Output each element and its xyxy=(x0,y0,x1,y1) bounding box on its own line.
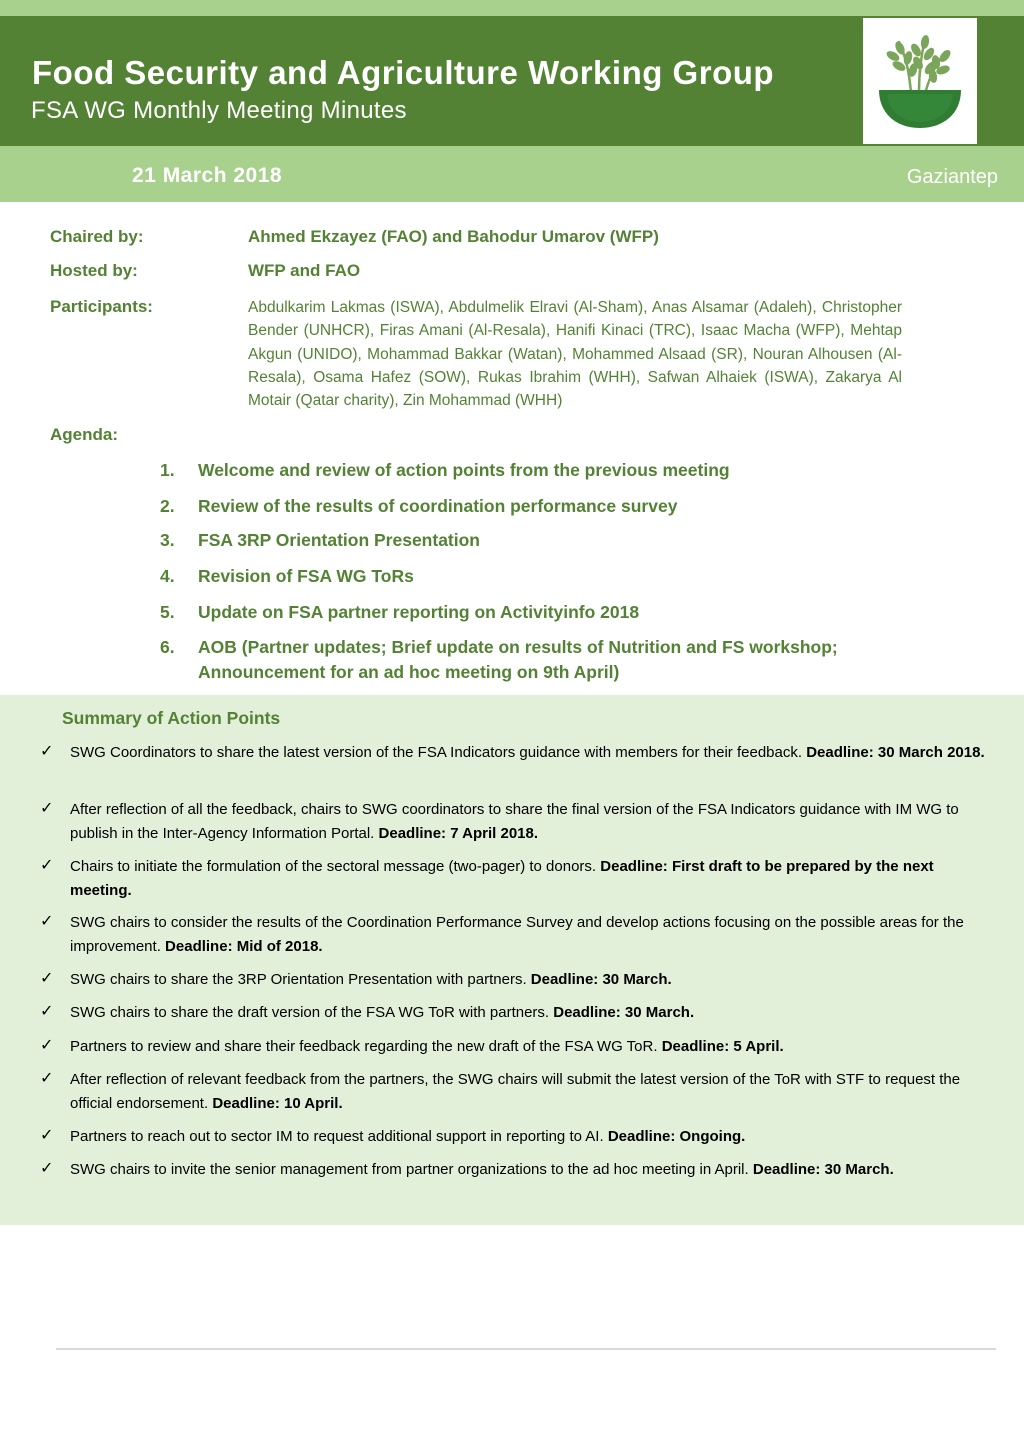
action-point-deadline: Deadline: Mid of 2018. xyxy=(165,937,323,955)
checkmark-icon: ✓ xyxy=(40,743,54,760)
meeting-date: 21 March 2018 xyxy=(132,164,283,187)
action-point-deadline: Deadline: 10 April. xyxy=(212,1094,343,1112)
action-point-body: SWG chairs to share the 3RP Orientation Presentation with partners. xyxy=(70,971,527,988)
action-point-deadline: Deadline: First draft to be prepared by the next meeting. xyxy=(70,858,934,899)
chaired-by-label: Chaired by: xyxy=(50,227,144,246)
agenda-item-text: Update on FSA partner reporting on Activityinfo 2018 xyxy=(198,602,640,622)
checkmark-icon: ✓ xyxy=(40,857,54,874)
agenda-item-text: AOB (Partner updates; Brief update on results of Nutrition and FS workshop; Announcement for an ad hoc meeting on 9th April) xyxy=(198,637,838,682)
action-point-body: SWG chairs to invite the senior management from partner organizations to the ad hoc meeting in April. xyxy=(70,1161,749,1178)
agenda-item-text: Review of the results of coordination performance survey xyxy=(198,496,678,516)
action-point-body: Chairs to initiate the formulation of the sectoral message (two-pager) to donors. xyxy=(70,858,597,875)
footer-divider xyxy=(56,1348,996,1350)
action-point-text xyxy=(70,1125,991,1149)
checkmark-icon: ✓ xyxy=(40,1127,54,1144)
action-point-body: After reflection of relevant feedback from the partners, the SWG chairs will submit the latest version of the ToR with STF to request the official endorsement. xyxy=(70,1071,961,1112)
action-point-text xyxy=(70,968,991,992)
agenda-item-number: 1. xyxy=(160,460,175,480)
action-points-summary xyxy=(0,695,1024,1225)
action-point-text xyxy=(70,1035,991,1059)
agenda-item-text: FSA 3RP Orientation Presentation xyxy=(198,530,480,550)
action-point-text xyxy=(70,1001,991,1025)
action-point-deadline: Deadline: 30 March 2018. xyxy=(806,744,985,761)
action-point-text xyxy=(70,741,991,765)
action-point-body: SWG chairs to consider the results of the Coordination Performance Survey and develop actions focusing on the possible areas for the improvement. xyxy=(70,914,964,955)
action-point-body: SWG chairs to share the draft version of the FSA WG ToR with partners. xyxy=(70,1004,550,1021)
action-point-deadline: Deadline: 30 March. xyxy=(752,1161,894,1178)
action-point-body: After reflection of all the feedback, chairs to SWG coordinators to share the final version of the FSA Indicators guidance with IM WG to publish in the Inter-Agency Information Portal. xyxy=(70,801,959,842)
hosted-by-label: Hosted by: xyxy=(50,261,138,280)
hosted-by-value: WFP and FAO xyxy=(248,261,361,280)
agenda-item-number: 5. xyxy=(160,602,175,622)
action-point-body: Partners to review and share their feedback regarding the new draft of the FSA WG ToR. xyxy=(70,1038,658,1055)
document-title: Food Security and Agriculture Working Group xyxy=(32,54,775,91)
agenda-item-text: Welcome and review of action points from the previous meeting xyxy=(198,460,730,480)
action-point-text xyxy=(70,798,991,845)
checkmark-icon: ✓ xyxy=(40,970,54,987)
action-point-body: SWG Coordinators to share the latest version of the FSA Indicators guidance with members for their feedback. xyxy=(70,744,803,761)
action-point-text xyxy=(70,1068,991,1115)
date-location-band xyxy=(0,146,1024,202)
participants-list: Abdulkarim Lakmas (ISWA), Abdulmelik Elravi (Al-Sham), Anas Alsamar (Adaleh), Christopher Bender (UNHCR), Firas Amani (Al-Resala), Hanifi Kinaci (TRC), Isaac Macha (WFP), Mehtap Akgun (UNIDO), Mohammad Bakkar (Watan), Mohammed Alsaad (SR), Nouran Alhousen (Al-Resala), Osama Hafez (SOW), Rukas Ibrahim (WHH), Safwan Alhaiek (ISWA), Zakarya Al Motair (Qatar charity), Zin Mohammad (WHH) xyxy=(248,299,902,410)
meeting-location: Gaziantep xyxy=(906,166,998,188)
action-point-text xyxy=(70,911,991,958)
action-point-body: Partners to reach out to sector IM to request additional support in reporting to AI. xyxy=(70,1128,604,1145)
chaired-by-value: Ahmed Ekzayez (FAO) and Bahodur Umarov (WFP) xyxy=(248,227,659,246)
agenda-item-number: 2. xyxy=(160,496,175,516)
agenda-item-number: 6. xyxy=(160,637,175,657)
summary-title: Summary of Action Points xyxy=(62,708,281,728)
action-point-deadline: Deadline: Ongoing. xyxy=(607,1128,746,1145)
top-accent-strip xyxy=(0,0,1024,16)
checkmark-icon: ✓ xyxy=(40,1037,54,1054)
wheat-bowl-icon xyxy=(863,18,977,144)
checkmark-icon: ✓ xyxy=(40,800,54,817)
participants-label: Participants: xyxy=(50,297,153,316)
document-subtitle: FSA WG Monthly Meeting Minutes xyxy=(31,97,407,124)
checkmark-icon: ✓ xyxy=(40,1160,54,1177)
action-point-deadline: Deadline: 30 March. xyxy=(553,1004,695,1021)
checkmark-icon: ✓ xyxy=(40,913,54,930)
checkmark-icon: ✓ xyxy=(40,1070,54,1087)
agenda-label: Agenda: xyxy=(50,425,118,444)
action-point-text xyxy=(70,1158,991,1182)
action-point-deadline: Deadline: 7 April 2018. xyxy=(378,824,539,842)
action-point-text xyxy=(70,855,991,902)
action-point-deadline: Deadline: 30 March. xyxy=(530,971,672,988)
agenda-item-number: 3. xyxy=(160,530,175,550)
agenda-item-number: 4. xyxy=(160,566,175,586)
agenda-item-text: Revision of FSA WG ToRs xyxy=(198,566,414,586)
checkmark-icon: ✓ xyxy=(40,1003,54,1020)
action-point-deadline: Deadline: 5 April. xyxy=(661,1038,784,1055)
